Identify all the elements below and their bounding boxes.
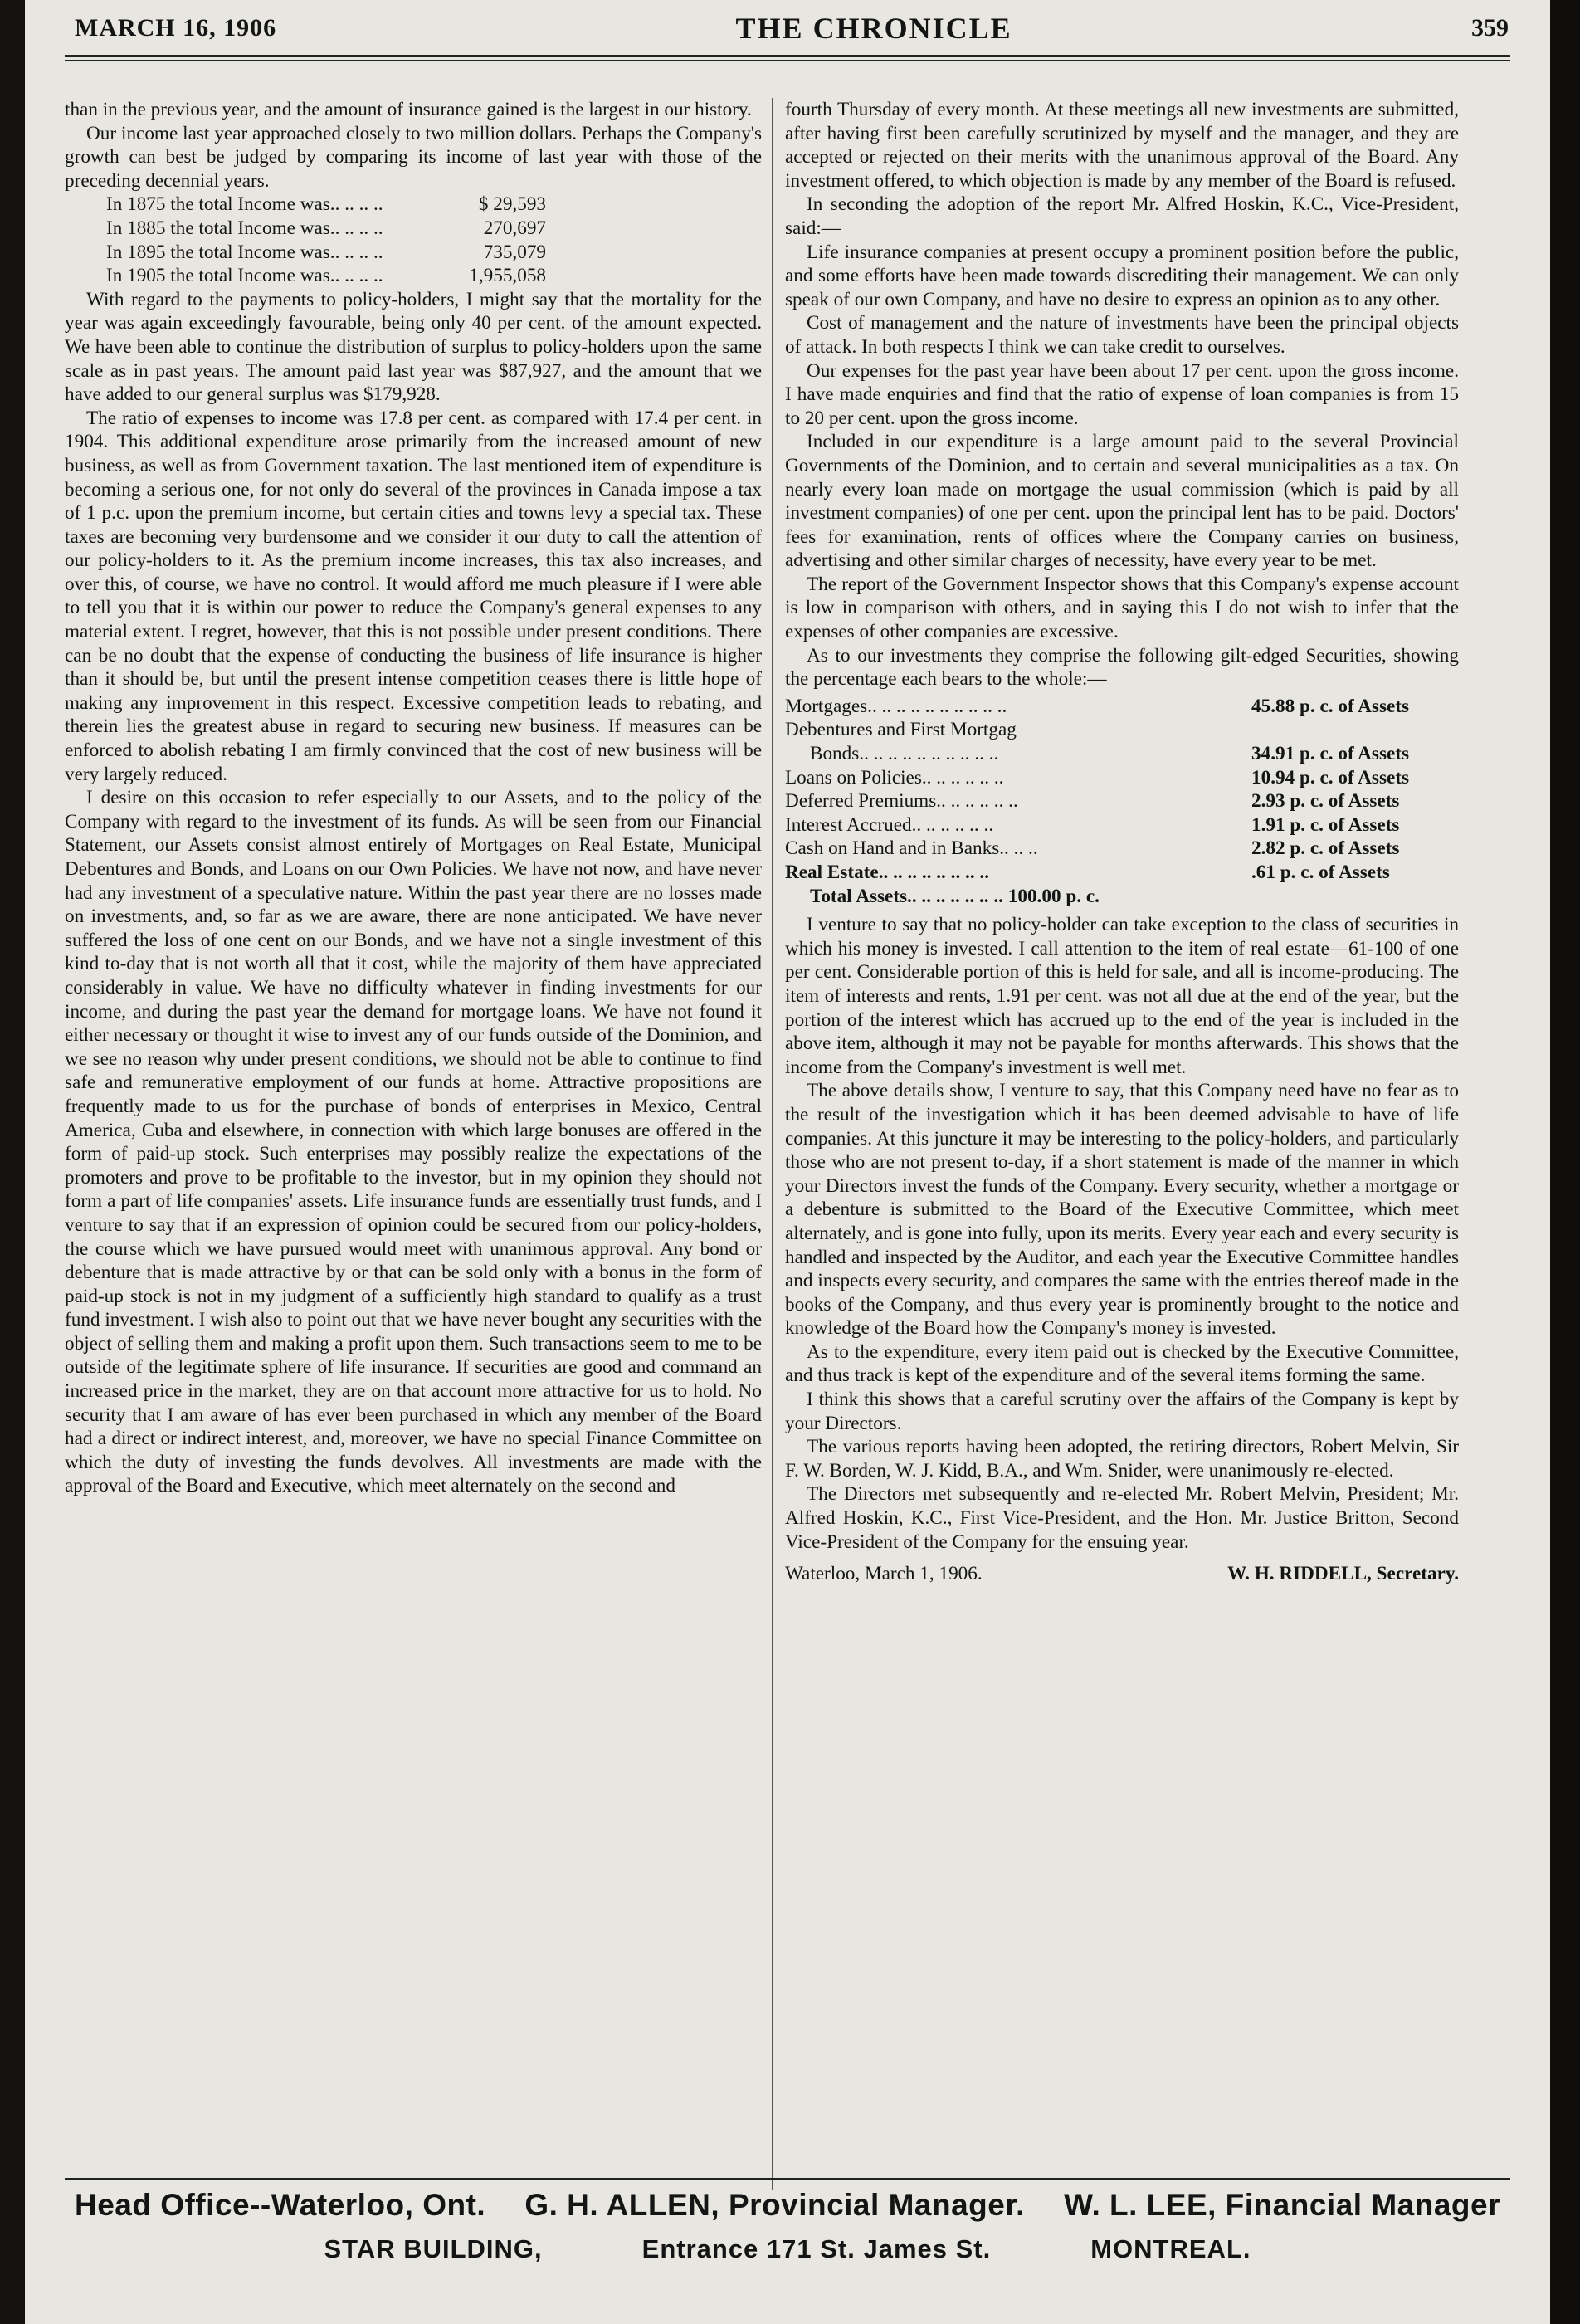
paragraph: The Directors met subsequently and re-elected Mr. Robert Melvin, President; Mr. Alfred Hoskin, K.C., First Vice-President, and the Hon. Mr. Justice Britton, Second Vice-President of the Company for the ensuing year.: [785, 1483, 1459, 1553]
security-label: Mortgages.. .. .. .. .. .. .. .. .. ..: [785, 695, 1007, 717]
paragraph: With regard to the payments to policy-holders, I might say that the mortality for the year was again exceedingly favourable, being only 40 per cent. of the amount expected. We have been able to continue the distribution of surplus to policy-holders upon the same scale as in past years. The amount paid last year was $87,927, and the amount that we have added to our general surplus was $179,928.: [65, 288, 762, 406]
paragraph: Our expenses for the past year have been about 17 per cent. upon the gross income. I have made enquiries and find that the ratio of expense of loan companies is from 15 to 20 per cent. upon the gross income.: [785, 359, 1459, 429]
issue-date: MARCH 16, 1906: [75, 14, 277, 42]
income-amount: 735,079: [483, 241, 546, 263]
entrance-address: Entrance 171 St. James St.: [641, 2234, 992, 2263]
provincial-manager: G. H. ALLEN, Provincial Manager.: [524, 2188, 1025, 2222]
left-column: [65, 98, 762, 2173]
footer-line-2: [75, 2234, 1500, 2264]
paragraph: Our income last year approached closely to two million dollars. Perhaps the Company's growth can best be judged by comparing its income of last year with those of the preceding decennial years.: [65, 122, 762, 192]
securities-row: [785, 813, 1459, 837]
securities-row: [785, 695, 1459, 719]
income-label: In 1895 the total Income was.. .. .. ..: [106, 241, 383, 263]
masthead: [75, 7, 1509, 50]
security-label: Bonds.. .. .. .. .. .. .. .. .. ..: [810, 743, 999, 765]
security-label: Loans on Policies.. .. .. .. .. ..: [785, 766, 1004, 788]
securities-row: [785, 837, 1459, 861]
scan-border-left: [0, 0, 25, 2324]
income-row: [65, 193, 762, 217]
security-percent: 10.94 p. c. of Assets: [1251, 766, 1410, 788]
signature-name: W. H. RIDDELL, Secretary.: [1227, 1563, 1459, 1585]
newspaper-page: [25, 0, 1550, 2324]
head-office: Head Office--Waterloo, Ont.: [75, 2188, 486, 2222]
security-label: Cash on Hand and in Banks.. .. ..: [785, 837, 1038, 860]
paragraph: Life insurance companies at present occupy a prominent position before the public, and some efforts have been made towards discrediting their management. We can only speak of our own Company, and have no desire to express an opinion as to any other.: [785, 241, 1459, 310]
paragraph: I venture to say that no policy-holder can take exception to the class of securities in which his money is invested. I call attention to the item of real estate—61-100 of one per cent. Considerable portion of this is held for sale, and all is income-producing. The item of interests and rents, 1.91 per cent. was not all due at the end of the year, but the portion of the interest which has accrued up to the end of the year is included in the above item, although it may not be payable for months afterwards. This shows that the income from the Company's investment is well met.: [785, 914, 1459, 1078]
publication-title: THE CHRONICLE: [735, 12, 1012, 45]
paragraph: Cost of management and the nature of investments have been the principal objects of attack. In both respects I think we can take credit to ourselves.: [785, 312, 1459, 358]
income-label: In 1885 the total Income was.. .. .. ..: [106, 217, 383, 239]
paragraph: fourth Thursday of every month. At these meetings all new investments are submitted, after having first been carefully scrutinized by myself and the manager, and they are accepted or rejected on their merits with the unanimous approval of the Board. Any investment offered, to which objection is made by any member of the Board is refused.: [785, 99, 1459, 192]
page-number: 359: [1471, 14, 1509, 42]
security-label: Real Estate.. .. .. .. .. .. .. ..: [785, 862, 990, 883]
column-divider: [772, 98, 773, 2190]
paragraph: As to our investments they comprise the following gilt-edged Securities, showing the percentage each bears to the whole:—: [785, 644, 1459, 691]
header-rule-thin: [65, 60, 1510, 61]
header-rule: [65, 55, 1510, 57]
security-percent: 2.93 p. c. of Assets: [1251, 790, 1400, 813]
security-percent: 2.82 p. c. of Assets: [1251, 837, 1400, 860]
security-percent: 45.88 p. c. of Assets: [1251, 695, 1410, 717]
income-table: [65, 193, 762, 287]
paragraph: I think this shows that a careful scrutiny over the affairs of the Company is kept by your Directors.: [785, 1389, 1459, 1434]
income-label: In 1875 the total Income was.. .. .. ..: [106, 193, 383, 216]
securities-row: [785, 789, 1459, 813]
city-name: MONTREAL.: [1090, 2234, 1251, 2263]
paragraph: I desire on this occasion to refer especially to our Assets, and to the policy of the Company with regard to the investment of its funds. As will be seen from our Financial Statement, our Assets consist almost entirely of Mortgages on Real Estate, Municipal Debentures and Bonds, and Loans on our Own Policies. We have not now, and have never had any investment of a speculative nature. Within the past year there are no losses made on investments, and, so far as we are aware, there are none anticipated. We have never suffered the loss of one cent on our Bonds, and we have not a single investment of this kind to-day that is not worth all that it cost, while the majority of them have appreciated considerably in value. We have no difficulty whatever in finding investments for our income, and during the past year the demand for mortgage loans. We have not found it either necessary or thought it wise to invest any of our funds outside of the Dominion, and we see no reason why under present conditions, we should not be able to continue to find safe and remunerative employment of our funds at home. Attractive propositions are frequently made to us for the purchase of bonds of enterprises in Mexico, Central America, Cuba and elsewhere, in connection with which large bonuses are offered in the form of paid-up stock. Such enterprises may possibly realize the expectations of the promoters and prove to be profitable to the investor, but in my opinion they should not form a part of life companies' assets. Life insurance funds are essentially trust funds, and I venture to say that if an expression of opinion could be secured from our policy-holders, the course which we have pursued would meet with unanimous approval. Any bond or debenture that is made attractive by or that can be sold only with a bonus in the form of paid-up stock is not in my judgment of a sufficiently high standard to qualify as a trust fund investment. I wish also to point out that we have never bought any securities with the object of selling them and making a profit upon them. Such transactions seem to me to be outside of the legitimate sphere of life insurance. If securities are good and command an increased price in the market, they are on that account more attractive for us to hold. No security that I am aware of has ever been purchased in which any member of the Board had a direct or indirect interest, and, moreover, we have no special Finance Committee on which the duty of investing the funds devolves. All investments are made with the approval of the Board and Executive, which meet alternately on the second and: [65, 787, 762, 1497]
financial-manager: W. L. LEE, Financial Manager: [1064, 2188, 1500, 2222]
securities-row: [785, 766, 1459, 790]
building-name: STAR BUILDING,: [324, 2234, 543, 2263]
signature-line: [785, 1562, 1459, 1586]
paragraph: The ratio of expenses to income was 17.8 per cent. as compared with 17.4 per cent. in 1904. This additional expenditure arose primarily from the increased amount of new business, as well as from Government taxation. The last mentioned item of expenditure is becoming a serious one, for not only do several of the provinces in Canada impose a tax of 1 p.c. upon the premium income, but certain cities and towns levy a special tax. These taxes are becoming very burdensome and we consider it our duty to call the attention of our policy-holders to it. As the premium income increases, this tax also increases, and over this, of course, we have no control. It would afford me much pleasure if I were able to tell you that it is within our power to reduce the Company's general expenses to any material extent. I regret, however, that this is not possible under present conditions. There can be no doubt that the expense of conducting the business of life insurance is higher than it should be, but until the present intense competition ceases there is little hope of making any improvement in this respect. Excessive competition leads to rebating, and therein lies the greatest abuse in regard to securing new business. If measures can be enforced to abolish rebating I am firmly convinced that the cost of new business will be very largely reduced.: [65, 407, 762, 785]
securities-row: [785, 718, 1459, 742]
income-row: [65, 264, 762, 288]
security-percent: .61 p. c. of Assets: [1251, 862, 1390, 883]
securities-total-row: [785, 885, 1459, 909]
security-percent: [1251, 885, 1459, 909]
income-row: [65, 217, 762, 241]
security-percent: 1.91 p. c. of Assets: [1251, 813, 1400, 836]
security-percent: 34.91 p. c. of Assets: [1251, 743, 1410, 765]
security-label: Interest Accrued.. .. .. .. .. ..: [785, 813, 994, 836]
footer-line-1: [75, 2188, 1500, 2223]
scan-border-right: [1550, 0, 1580, 2324]
security-label: Deferred Premiums.. .. .. .. .. ..: [785, 790, 1018, 813]
paragraph: In seconding the adoption of the report Mr. Alfred Hoskin, K.C., Vice-President, said:—: [785, 193, 1459, 239]
footer-rule: [65, 2178, 1510, 2180]
security-label: Debentures and First Mortgag: [785, 719, 1017, 741]
paragraph: The report of the Government Inspector shows that this Company's expense account is low in comparison with others, and in saying this I do not wish to infer that the expenses of other companies are excessive.: [785, 573, 1459, 643]
securities-row: [785, 861, 1459, 885]
paragraph: The above details show, I venture to say, that this Company need have no fear as to the result of the investigation which it has been deemed advisable to have of life companies. At this juncture it may be interesting to the policy-holders, and particularly those who are not present to-day, if a short statement is made of the manner in which your Directors invest the funds of the Company. Every security, whether a mortgage or a debenture is submitted to the Board of the Executive Committee, which meet alternately, and is gone into fully, upon its merits. Every year each and every security is handled and inspected by the Auditor, and each year the Executive Committee handles and inspects every security, and compares the same with the entries thereof made in the books of the Company, and thus every year is prominently brought to the notice and knowledge of the Board how the Company's money is invested.: [785, 1080, 1459, 1340]
income-row: [65, 241, 762, 265]
signature-place-date: Waterloo, March 1, 1906.: [785, 1563, 983, 1585]
securities-table: [785, 695, 1459, 908]
paragraph: than in the previous year, and the amount of insurance gained is the largest in our history.: [65, 99, 752, 120]
paragraph: As to the expenditure, every item paid out is checked by the Executive Committee, and thus track is kept of the expenditure and of the several items forming the same.: [785, 1340, 1459, 1387]
security-label: Total Assets.. .. .. .. .. .. .. 100.00 p. c.: [810, 885, 1100, 907]
securities-row: [785, 742, 1459, 766]
income-label: In 1905 the total Income was.. .. .. ..: [106, 265, 383, 287]
right-column: [785, 98, 1459, 2173]
security-percent: [1251, 718, 1459, 742]
income-amount: 270,697: [483, 217, 546, 239]
advertisement-footer: [75, 2188, 1500, 2287]
paragraph: The various reports having been adopted, the retiring directors, Robert Melvin, Sir F. W. Borden, W. J. Kidd, B.A., and Wm. Snider, were unanimously re-elected.: [785, 1436, 1459, 1482]
income-amount: $ 29,593: [478, 193, 546, 216]
paragraph: Included in our expenditure is a large amount paid to the several Provincial Governments of the Dominion, and to certain and several municipalities as a tax. On nearly every loan made on mortgage the usual commission (which is paid by all investment companies) of one per cent. upon the principal lent has to be paid. Doctors' fees for examination, rents of offices where the Company carries on business, advertising and other similar charges of necessity, have every year to be met.: [785, 431, 1459, 572]
income-amount: 1,955,058: [469, 265, 546, 287]
